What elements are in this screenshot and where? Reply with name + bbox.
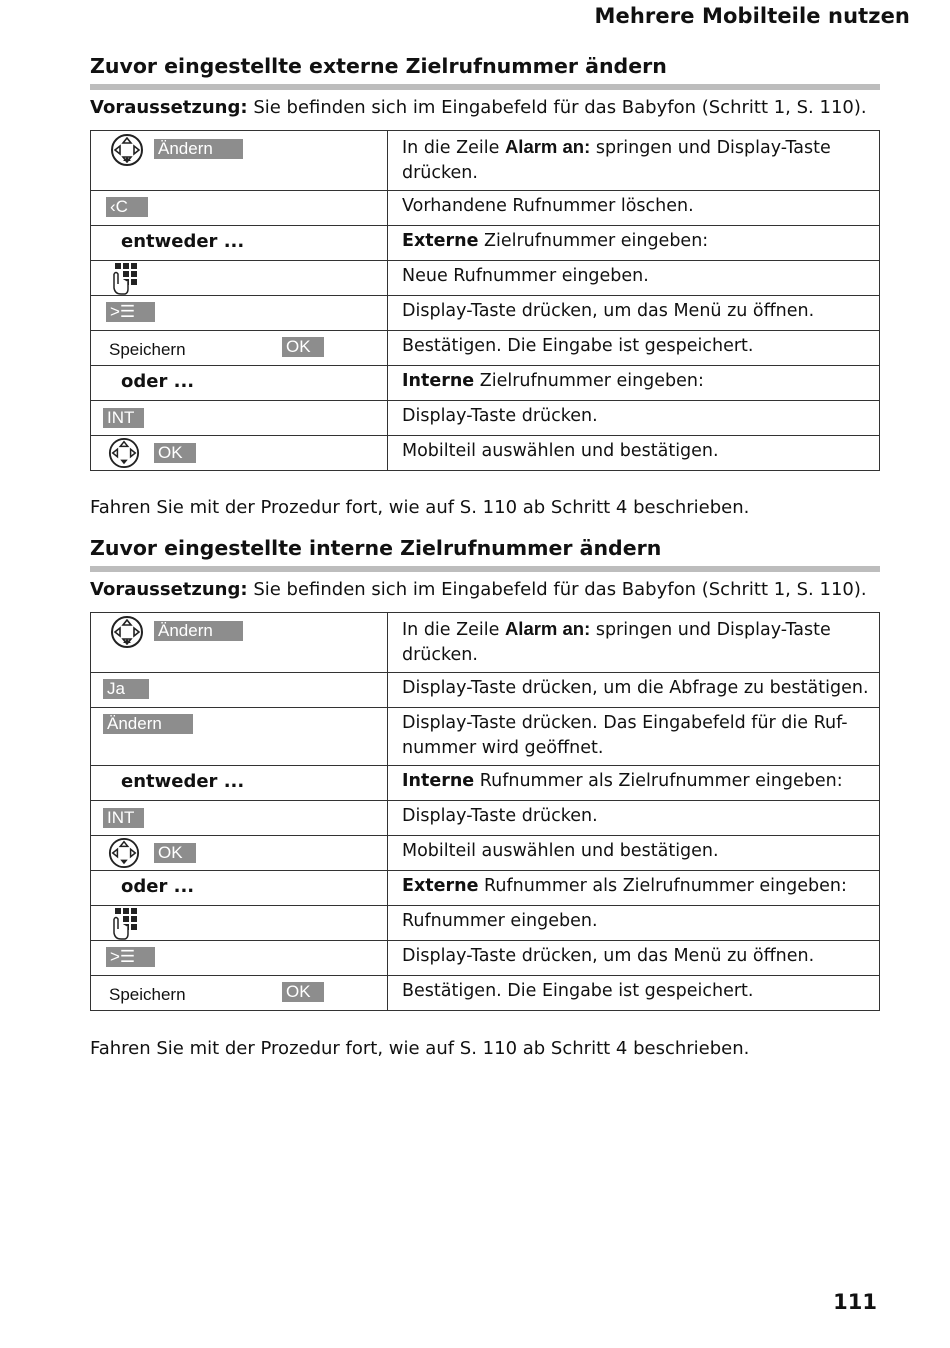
step-description: Rufnummer eingeben. xyxy=(388,906,880,941)
step-description: Externe Rufnummer als Zielrufnummer eingeben: xyxy=(388,871,880,906)
menu-item-label: Speichern xyxy=(109,340,186,359)
section-title: Zuvor eingestellte interne Zielrufnummer ändern xyxy=(90,536,880,572)
page-number: 111 xyxy=(833,1290,877,1314)
ok-softkey[interactable]: OK xyxy=(282,982,324,1002)
table-row xyxy=(91,708,880,766)
table-row xyxy=(91,296,880,331)
step-description: Externe Zielrufnummer eingeben: xyxy=(388,226,880,261)
prerequisite-label: Voraussetzung: xyxy=(90,97,248,118)
change-softkey[interactable]: Ändern xyxy=(154,139,243,159)
step-description: In die Zeile Alarm an: springen und Display-Taste drücken. xyxy=(388,613,880,673)
option-label: oder ... xyxy=(121,371,195,392)
nav-key-icon xyxy=(110,133,144,167)
table-row xyxy=(91,871,880,906)
nav-key-icon xyxy=(108,837,140,869)
table-row xyxy=(91,906,880,941)
int-softkey[interactable]: INT xyxy=(103,808,144,828)
menu-softkey-icon[interactable]: ˃☰ xyxy=(106,947,155,967)
keypad-icon xyxy=(111,262,139,296)
step-description: Display-Taste drücken, um das Menü zu öffnen. xyxy=(388,296,880,331)
prerequisite-text: Sie befinden sich im Eingabefeld für das Babyfon (Schritt 1, S. 110). xyxy=(247,579,867,600)
nav-key-icon xyxy=(108,437,140,469)
step-description: Display-Taste drücken. xyxy=(388,401,880,436)
step-description: Display-Taste drücken, um die Abfrage zu bestätigen. xyxy=(388,673,880,708)
menu-item-label: Speichern xyxy=(109,985,186,1004)
ok-softkey[interactable]: OK xyxy=(154,843,196,863)
step-description: Interne Rufnummer als Zielrufnummer eingeben: xyxy=(388,766,880,801)
running-header: Mehrere Mobilteile nutzen xyxy=(594,4,910,28)
table-row xyxy=(91,941,880,976)
step-description: Vorhandene Rufnummer löschen. xyxy=(388,191,880,226)
table-row xyxy=(91,673,880,708)
table-row xyxy=(91,766,880,801)
menu-softkey-icon[interactable]: ˃☰ xyxy=(106,302,155,322)
option-label: oder ... xyxy=(121,876,195,897)
section-title: Zuvor eingestellte externe Zielrufnummer ändern xyxy=(90,54,880,90)
table-row xyxy=(91,436,880,471)
option-label: entweder ... xyxy=(121,231,245,252)
change-softkey[interactable]: Ändern xyxy=(154,621,243,641)
prerequisite xyxy=(90,579,880,600)
table-row xyxy=(91,976,880,1011)
step-description: Bestätigen. Die Eingabe ist gespeichert. xyxy=(388,976,880,1011)
table-row xyxy=(91,836,880,871)
step-description: Mobilteil auswählen und bestätigen. xyxy=(388,436,880,471)
step-description: Display-Taste drücken. Das Eingabefeld für die Ruf-nummer wird geöffnet. xyxy=(388,708,880,766)
step-description: In die Zeile Alarm an: springen und Display-Taste drücken. xyxy=(388,131,880,191)
table-row xyxy=(91,613,880,673)
prerequisite-label: Voraussetzung: xyxy=(90,579,248,600)
step-description: Display-Taste drücken. xyxy=(388,801,880,836)
section-internal xyxy=(90,536,880,1011)
clear-key-icon[interactable]: ‹C xyxy=(106,197,148,217)
steps-table xyxy=(90,612,880,1011)
table-row xyxy=(91,261,880,296)
keypad-icon xyxy=(111,907,139,941)
prerequisite xyxy=(90,97,880,118)
table-row xyxy=(91,191,880,226)
section-external xyxy=(90,54,880,471)
step-description: Bestätigen. Die Eingabe ist gespeichert. xyxy=(388,331,880,366)
table-row xyxy=(91,801,880,836)
step-description: Interne Zielrufnummer eingeben: xyxy=(388,366,880,401)
int-softkey[interactable]: INT xyxy=(103,408,144,428)
yes-softkey[interactable]: Ja xyxy=(103,679,149,699)
table-row xyxy=(91,331,880,366)
table-row xyxy=(91,131,880,191)
prerequisite-text: Sie befinden sich im Eingabefeld für das Babyfon (Schritt 1, S. 110). xyxy=(247,97,867,118)
table-row xyxy=(91,366,880,401)
continuation-note: Fahren Sie mit der Prozedur fort, wie auf S. 110 ab Schritt 4 beschrieben. xyxy=(90,497,750,518)
nav-key-icon xyxy=(110,615,144,649)
option-label: entweder ... xyxy=(121,771,245,792)
change-softkey[interactable]: Ändern xyxy=(103,714,193,734)
step-description: Neue Rufnummer eingeben. xyxy=(388,261,880,296)
ok-softkey[interactable]: OK xyxy=(282,337,324,357)
ok-softkey[interactable]: OK xyxy=(154,443,196,463)
step-description: Display-Taste drücken, um das Menü zu öffnen. xyxy=(388,941,880,976)
continuation-note: Fahren Sie mit der Prozedur fort, wie auf S. 110 ab Schritt 4 beschrieben. xyxy=(90,1038,750,1059)
table-row xyxy=(91,401,880,436)
step-description: Mobilteil auswählen und bestätigen. xyxy=(388,836,880,871)
table-row xyxy=(91,226,880,261)
steps-table xyxy=(90,130,880,471)
